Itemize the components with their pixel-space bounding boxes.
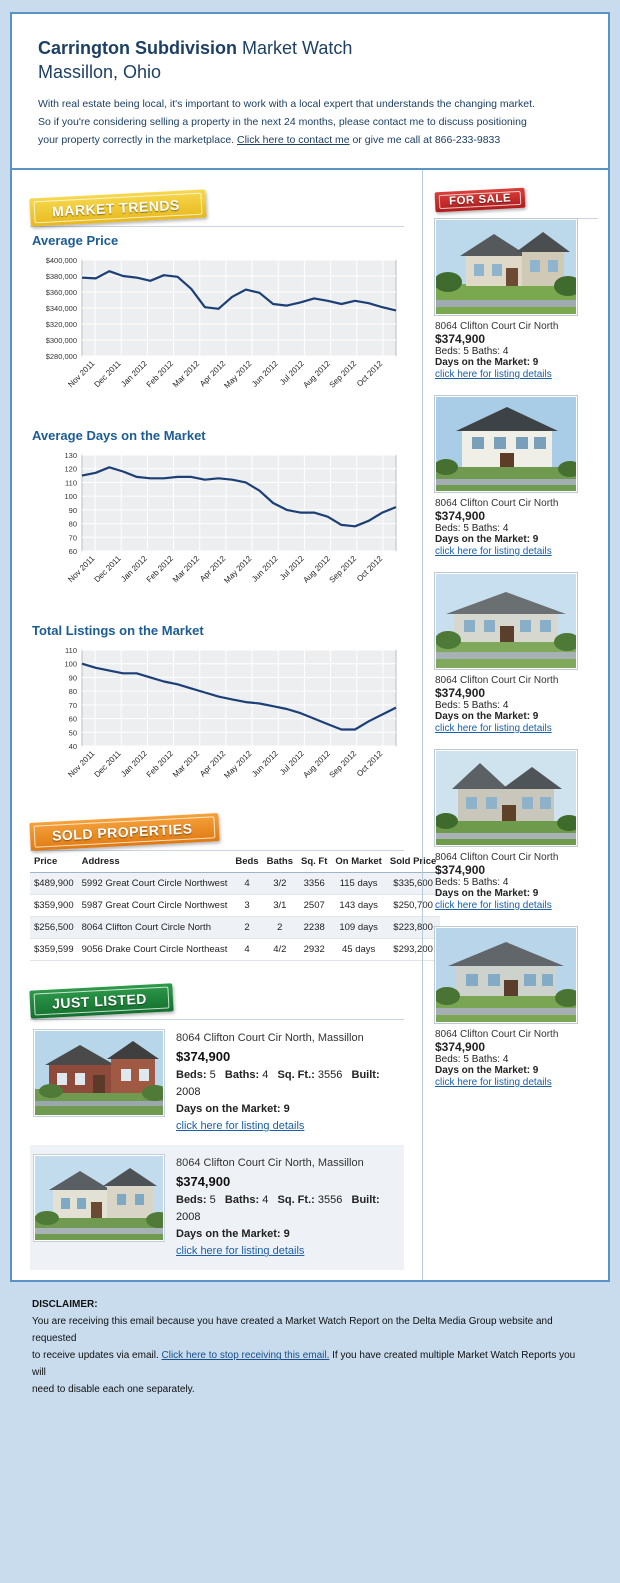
svg-text:80: 80 xyxy=(68,686,77,696)
beds-label: Beds: xyxy=(176,1068,207,1081)
cell-beds: 4 xyxy=(231,938,262,960)
disclaimer-line-1: You are receiving this email because you have created a Market Watch Report on the Delta Media Group website and requested xyxy=(32,1316,553,1345)
svg-text:100: 100 xyxy=(64,659,77,669)
cell-on-market: 115 days xyxy=(331,872,385,894)
svg-text:Oct 2012: Oct 2012 xyxy=(355,358,385,389)
property-photo[interactable] xyxy=(435,750,577,846)
chart-canvas-0 xyxy=(30,252,404,412)
svg-text:Aug 2012: Aug 2012 xyxy=(301,748,332,780)
cell-on-market: 143 days xyxy=(331,894,385,916)
left-column xyxy=(12,170,437,1281)
list-item xyxy=(30,1145,404,1270)
listing-details-link[interactable]: click here for listing details xyxy=(176,1120,305,1133)
cell-baths: 3/2 xyxy=(263,872,297,894)
property-price: $374,900 xyxy=(435,862,486,877)
property-photo[interactable] xyxy=(34,1155,164,1241)
svg-text:Jun 2012: Jun 2012 xyxy=(250,553,280,584)
svg-text:Apr 2012: Apr 2012 xyxy=(198,358,228,389)
property-address: 8064 Clifton Court Cir North xyxy=(435,851,559,863)
chart-svg xyxy=(30,642,404,802)
chart-svg xyxy=(30,447,404,607)
cell-sqft: 2507 xyxy=(297,894,331,916)
svg-text:130: 130 xyxy=(64,450,77,460)
table-row xyxy=(30,938,440,960)
report-frame xyxy=(10,12,610,1282)
cell-price: $359,900 xyxy=(30,894,78,916)
cell-price: $359,599 xyxy=(30,938,78,960)
property-beds-baths: Beds: 5 Baths: 4 xyxy=(435,699,509,711)
col-price: Price xyxy=(30,851,78,873)
property-beds-baths: Beds: 5 Baths: 4 xyxy=(435,345,509,357)
beds-value: 5 xyxy=(209,1068,216,1081)
days-on-market: Days on the Market: 9 xyxy=(435,356,539,368)
property-photo[interactable] xyxy=(435,573,577,669)
just-listed-banner xyxy=(30,987,404,1023)
property-photo[interactable] xyxy=(34,1030,164,1116)
property-price: $374,900 xyxy=(435,1039,486,1054)
disclaimer-line-2 xyxy=(32,1347,588,1381)
cell-on-market: 109 days xyxy=(331,916,385,938)
cell-sqft: 2932 xyxy=(297,938,331,960)
svg-text:90: 90 xyxy=(68,673,77,683)
days-on-market: Days on the Market: 9 xyxy=(435,533,539,545)
listing-details-link[interactable]: click here for listing details xyxy=(435,545,552,557)
baths-value: 4 xyxy=(262,1068,269,1081)
disclaimer-line-2-pre: to receive updates via email. xyxy=(32,1350,162,1362)
title-rest: Market Watch xyxy=(237,38,353,58)
chart-canvas-1 xyxy=(30,447,404,607)
list-item xyxy=(30,1020,404,1145)
cell-on-market: 45 days xyxy=(331,938,385,960)
col-sold-price: Sold Price xyxy=(386,851,440,873)
sqft-label: Sq. Ft.: xyxy=(277,1194,315,1207)
property-photo[interactable] xyxy=(435,396,577,492)
listing-details-link[interactable]: click here for listing details xyxy=(435,1076,552,1088)
property-price: $374,900 xyxy=(435,331,486,346)
subdivision-name: Carrington Subdivision xyxy=(38,38,238,58)
svg-text:Feb 2012: Feb 2012 xyxy=(144,358,175,390)
beds-label: Beds: xyxy=(176,1194,207,1207)
property-beds-baths: Beds: 5 Baths: 4 xyxy=(435,1053,509,1065)
svg-text:Jun 2012: Jun 2012 xyxy=(250,748,280,779)
svg-text:$320,000: $320,000 xyxy=(45,319,77,329)
property-address: 8064 Clifton Court Cir North xyxy=(435,320,559,332)
svg-text:Aug 2012: Aug 2012 xyxy=(301,553,332,585)
col-on-market: On Market xyxy=(331,851,385,873)
days-on-market: Days on the Market: 9 xyxy=(435,887,539,899)
svg-text:Jul 2012: Jul 2012 xyxy=(278,553,306,582)
beds-value: 5 xyxy=(209,1194,216,1207)
svg-text:Feb 2012: Feb 2012 xyxy=(144,553,175,585)
svg-text:$380,000: $380,000 xyxy=(45,271,77,281)
market-trends-banner xyxy=(30,194,404,230)
disclaimer-title: DISCLAIMER: xyxy=(32,1299,98,1311)
chart-total-listings xyxy=(30,623,404,802)
property-address: 8064 Clifton Court Cir North xyxy=(435,1028,559,1040)
cell-sqft: 3356 xyxy=(297,872,331,894)
built-value: 2008 xyxy=(176,1085,201,1098)
chart-title: Average Days on the Market xyxy=(32,427,206,443)
cell-baths: 4/2 xyxy=(263,938,297,960)
sold-properties-table xyxy=(30,851,440,961)
svg-text:Feb 2012: Feb 2012 xyxy=(144,748,175,780)
property-price: $374,900 xyxy=(435,685,486,700)
for-sale-card xyxy=(435,219,598,380)
svg-text:70: 70 xyxy=(68,700,77,710)
svg-text:Apr 2012: Apr 2012 xyxy=(198,553,228,584)
svg-text:$280,000: $280,000 xyxy=(45,351,77,361)
intro-line-3-post: or give me call at 866-233-9833 xyxy=(349,134,501,147)
contact-me-link[interactable]: Click here to contact me xyxy=(237,134,350,147)
svg-text:70: 70 xyxy=(68,533,77,543)
table-row xyxy=(30,894,440,916)
svg-text:Oct 2012: Oct 2012 xyxy=(355,553,385,584)
cell-beds: 3 xyxy=(231,894,262,916)
property-specs xyxy=(176,1067,400,1101)
for-sale-ribbon-label: FOR SALE xyxy=(435,187,526,212)
svg-text:Dec 2011: Dec 2011 xyxy=(92,748,123,779)
property-address: 8064 Clifton Court Cir North xyxy=(435,674,559,686)
property-details xyxy=(176,1030,400,1135)
built-label: Built: xyxy=(351,1068,380,1081)
built-label: Built: xyxy=(351,1194,380,1207)
chart-title: Total Listings on the Market xyxy=(32,622,204,638)
svg-text:40: 40 xyxy=(68,741,77,751)
for-sale-banner xyxy=(435,190,598,220)
intro-text xyxy=(38,95,582,150)
listing-details-link[interactable]: click here for listing details xyxy=(176,1245,305,1258)
property-address: 8064 Clifton Court Cir North xyxy=(435,497,559,509)
svg-text:Mar 2012: Mar 2012 xyxy=(170,748,202,780)
intro-line-1: With real estate being local, it's important to work with a local expert that understands the changing market. xyxy=(38,97,535,110)
property-photo[interactable] xyxy=(435,927,577,1023)
cell-price: $256,500 xyxy=(30,916,78,938)
svg-text:$360,000: $360,000 xyxy=(45,287,77,297)
col-sqft: Sq. Ft xyxy=(297,851,331,873)
sqft-label: Sq. Ft.: xyxy=(277,1068,315,1081)
cell-baths: 3/1 xyxy=(263,894,297,916)
for-sale-card xyxy=(435,396,598,557)
cell-address: 5987 Great Court Circle Northwest xyxy=(78,894,232,916)
cell-address: 9056 Drake Court Circle Northeast xyxy=(78,938,232,960)
cell-sold-price: $223,800 xyxy=(386,916,440,938)
svg-text:Nov 2011: Nov 2011 xyxy=(66,553,97,584)
col-beds: Beds xyxy=(231,851,262,873)
days-on-market: Days on the Market: 9 xyxy=(435,1064,539,1076)
svg-text:May 2012: May 2012 xyxy=(222,748,254,780)
location: Massillon, Ohio xyxy=(38,62,162,83)
svg-text:May 2012: May 2012 xyxy=(222,553,254,585)
baths-value: 4 xyxy=(262,1194,269,1207)
chart-svg xyxy=(30,252,404,412)
svg-text:110: 110 xyxy=(65,645,77,655)
property-details xyxy=(176,1155,400,1260)
property-beds-baths: Beds: 5 Baths: 4 xyxy=(435,876,509,888)
disclaimer xyxy=(10,1282,610,1420)
property-address: 8064 Clifton Court Cir North, Massillon xyxy=(176,1031,364,1044)
cell-address: 5992 Great Court Circle Northwest xyxy=(78,872,232,894)
listing-details-link[interactable]: click here for listing details xyxy=(435,722,552,734)
svg-text:Jul 2012: Jul 2012 xyxy=(278,748,306,777)
sold-properties-ribbon-label: SOLD PROPERTIES xyxy=(29,813,219,851)
svg-text:60: 60 xyxy=(68,546,77,556)
property-price: $374,900 xyxy=(176,1048,231,1064)
svg-text:Jan 2012: Jan 2012 xyxy=(119,748,149,779)
days-on-market: Days on the Market: 9 xyxy=(176,1228,290,1241)
svg-text:120: 120 xyxy=(64,464,77,474)
just-listed-ribbon-label: JUST LISTED xyxy=(29,983,173,1018)
svg-text:May 2012: May 2012 xyxy=(222,358,254,390)
col-address: Address xyxy=(78,851,232,873)
svg-text:Jan 2012: Jan 2012 xyxy=(119,553,149,584)
svg-text:Dec 2011: Dec 2011 xyxy=(92,553,123,584)
sqft-value: 3556 xyxy=(317,1068,343,1081)
cell-baths: 2 xyxy=(263,916,297,938)
svg-text:Nov 2011: Nov 2011 xyxy=(66,358,97,389)
svg-text:Sep 2012: Sep 2012 xyxy=(327,358,359,390)
unsubscribe-link[interactable]: Click here to stop receiving this email. xyxy=(161,1350,330,1362)
svg-text:Mar 2012: Mar 2012 xyxy=(170,358,202,390)
property-price: $374,900 xyxy=(176,1174,231,1190)
cell-beds: 2 xyxy=(231,916,262,938)
svg-text:60: 60 xyxy=(68,714,77,724)
table-row xyxy=(30,916,440,938)
market-trends-ribbon-label: MARKET TRENDS xyxy=(29,189,206,226)
for-sale-card xyxy=(435,573,598,734)
svg-text:Sep 2012: Sep 2012 xyxy=(327,553,359,585)
svg-text:50: 50 xyxy=(68,728,77,738)
table-row xyxy=(30,872,440,894)
listing-details-link[interactable]: click here for listing details xyxy=(435,899,552,911)
chart-canvas-2 xyxy=(30,642,404,802)
days-on-market: Days on the Market: 9 xyxy=(435,710,539,722)
sold-properties-banner xyxy=(30,818,404,854)
intro-line-3-pre: your property correctly in the marketplace. xyxy=(38,134,237,147)
cell-address: 8064 Clifton Court Circle North xyxy=(78,916,232,938)
days-on-market: Days on the Market: 9 xyxy=(176,1103,290,1115)
svg-text:Aug 2012: Aug 2012 xyxy=(301,358,332,390)
intro-line-3 xyxy=(38,131,582,149)
baths-label: Baths: xyxy=(224,1194,260,1207)
svg-text:Oct 2012: Oct 2012 xyxy=(355,748,385,779)
chart-average-price xyxy=(30,233,404,412)
sqft-value: 3556 xyxy=(317,1194,343,1207)
report-header xyxy=(12,14,608,170)
cell-price: $489,900 xyxy=(30,872,78,894)
svg-text:Sep 2012: Sep 2012 xyxy=(327,748,359,780)
svg-text:Nov 2011: Nov 2011 xyxy=(66,748,97,779)
chart-average-days-on-market xyxy=(30,428,404,607)
col-baths: Baths xyxy=(263,851,297,873)
svg-text:100: 100 xyxy=(64,491,77,501)
property-photo[interactable] xyxy=(435,219,577,315)
property-price: $374,900 xyxy=(435,508,486,523)
table-header-row xyxy=(30,851,440,873)
cell-sold-price: $335,600 xyxy=(386,872,440,894)
cell-sold-price: $250,700 xyxy=(386,894,440,916)
for-sale-card xyxy=(435,750,598,911)
svg-text:Jul 2012: Jul 2012 xyxy=(278,358,306,387)
svg-text:Jan 2012: Jan 2012 xyxy=(119,358,149,389)
cell-sold-price: $293,200 xyxy=(386,938,440,960)
svg-text:$400,000: $400,000 xyxy=(45,255,77,265)
svg-text:$300,000: $300,000 xyxy=(45,335,77,345)
disclaimer-line-3: need to disable each one separately. xyxy=(32,1384,195,1396)
listing-details-link[interactable]: click here for listing details xyxy=(435,368,552,380)
svg-text:Apr 2012: Apr 2012 xyxy=(198,748,228,779)
cell-beds: 4 xyxy=(231,872,262,894)
for-sale-card xyxy=(435,927,598,1088)
baths-label: Baths: xyxy=(224,1068,260,1081)
svg-text:90: 90 xyxy=(68,505,77,515)
chart-title: Average Price xyxy=(32,232,119,248)
property-specs xyxy=(176,1192,400,1226)
disclaimer-line-2-post: If you have created multiple Market Watch Reports you will xyxy=(32,1350,576,1379)
report-body xyxy=(12,170,608,1281)
svg-text:$340,000: $340,000 xyxy=(45,303,77,313)
property-beds-baths: Beds: 5 Baths: 4 xyxy=(435,522,509,534)
intro-line-2: So if you're considering selling a property in the next 24 months, please contact me to discuss positioning xyxy=(38,115,527,128)
svg-text:80: 80 xyxy=(68,519,77,529)
svg-text:Dec 2011: Dec 2011 xyxy=(92,358,123,389)
built-value: 2008 xyxy=(176,1211,201,1224)
property-address: 8064 Clifton Court Cir North, Massillon xyxy=(176,1157,364,1170)
svg-text:Mar 2012: Mar 2012 xyxy=(170,553,202,585)
page-title xyxy=(38,36,582,85)
svg-text:Jun 2012: Jun 2012 xyxy=(250,358,280,389)
svg-text:110: 110 xyxy=(65,478,77,488)
for-sale-column xyxy=(422,170,608,1281)
cell-sqft: 2238 xyxy=(297,916,331,938)
